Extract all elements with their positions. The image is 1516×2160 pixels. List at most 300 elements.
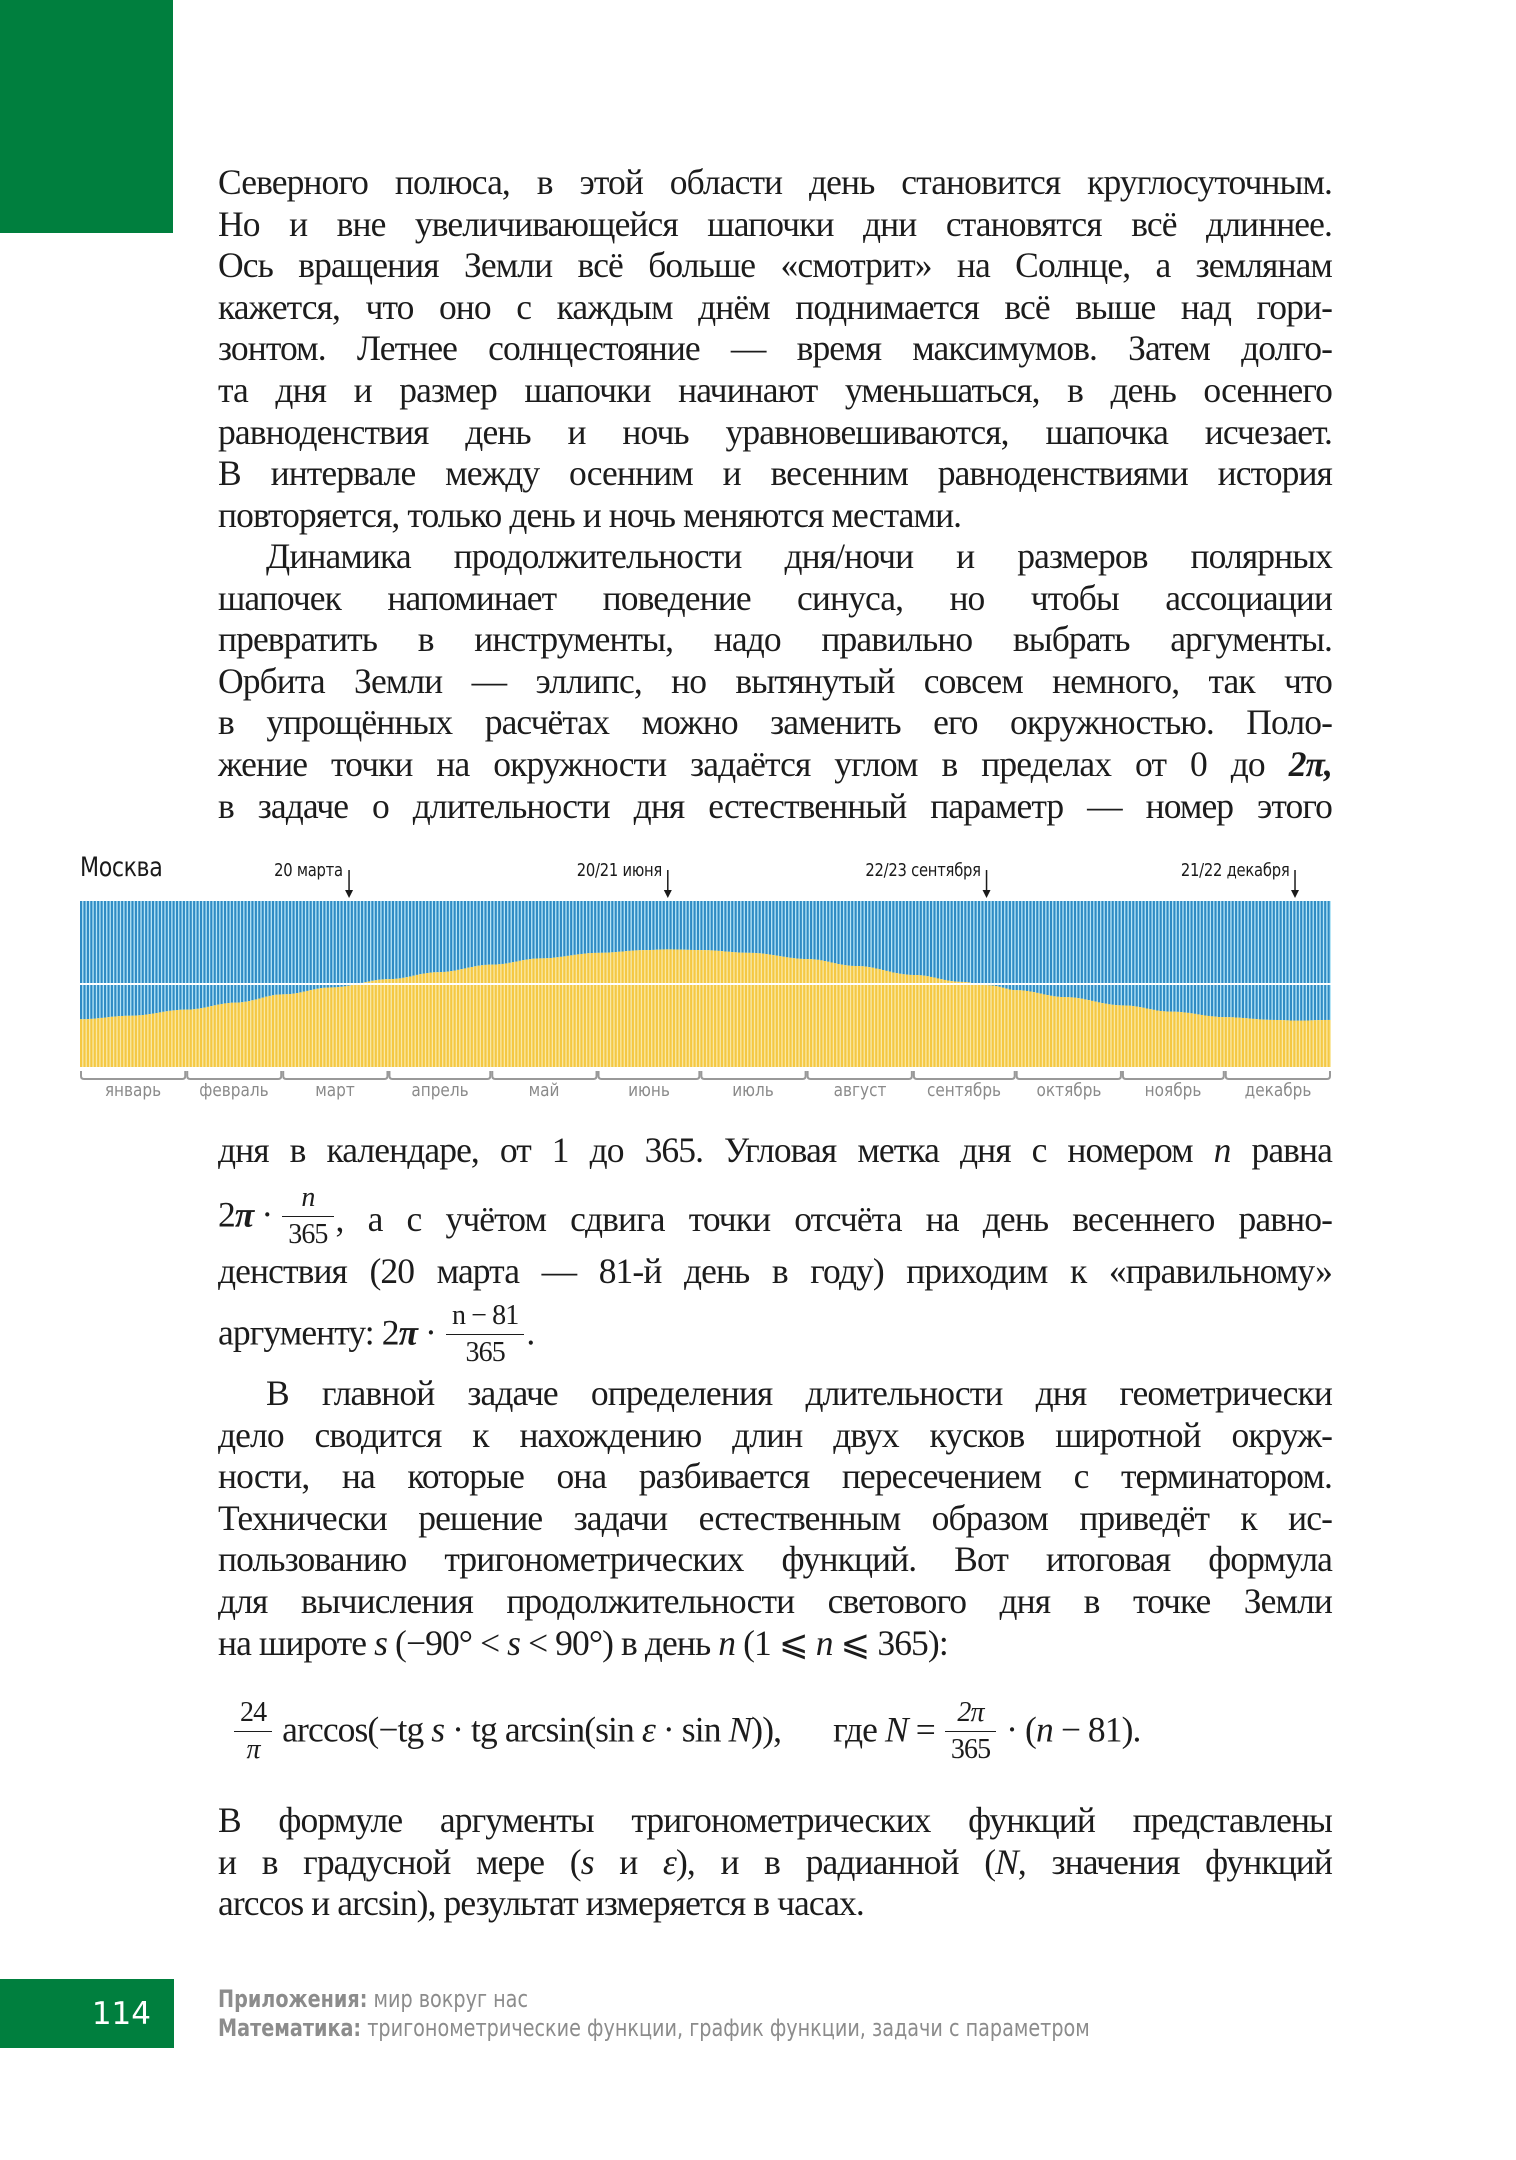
night-bar (224, 901, 226, 1003)
day-bar (406, 977, 408, 1067)
night-bar (382, 901, 384, 979)
math-var-s: s (507, 1622, 521, 1663)
footer-text: мир вокруг нас (367, 1985, 529, 2013)
day-bar (810, 959, 812, 1067)
night-bar (1321, 901, 1323, 1020)
day-bar (1067, 997, 1069, 1067)
day-bar (625, 951, 627, 1067)
night-bar (1132, 901, 1134, 1006)
night-bar (207, 901, 209, 1007)
night-bar (1283, 901, 1285, 1020)
day-bar (813, 959, 815, 1067)
night-bar (166, 901, 168, 1011)
month-label: январь (104, 1080, 162, 1101)
day-bar (179, 1010, 181, 1067)
day-bar (251, 1000, 253, 1067)
month-label: апрель (411, 1080, 469, 1101)
night-bar (1194, 901, 1196, 1014)
day-bar (279, 994, 281, 1067)
night-bar (481, 901, 483, 965)
fraction-numerator: n − 81 (446, 1298, 524, 1335)
night-bar (813, 901, 815, 959)
marker-label: 21/22 декабря (1180, 860, 1290, 881)
day-bar (1290, 1021, 1292, 1067)
text-segment: и в градусной мере ( (218, 1841, 581, 1882)
day-bar (714, 951, 716, 1067)
day-bar (114, 1016, 116, 1067)
day-bar (1036, 993, 1038, 1067)
day-bar (203, 1008, 205, 1067)
day-bar (899, 974, 901, 1067)
day-bar (498, 964, 500, 1067)
day-bar (855, 966, 857, 1067)
day-bar (1023, 991, 1025, 1067)
night-bar (957, 901, 959, 982)
night-bar (553, 901, 555, 958)
day-bar (327, 988, 329, 1067)
day-bar (1012, 990, 1014, 1067)
night-bar (131, 901, 133, 1016)
formula-segment: arccos(−tg (274, 1709, 432, 1750)
day-bar (1211, 1016, 1213, 1067)
night-bar (1221, 901, 1223, 1017)
night-bar (275, 901, 277, 995)
night-bar (646, 901, 648, 950)
day-bar (334, 987, 336, 1067)
month-bracket (1226, 1071, 1330, 1079)
day-bar (1160, 1011, 1162, 1067)
day-bar (1064, 997, 1066, 1067)
fraction-2pi-over-365 (945, 1695, 996, 1768)
fraction-n-over-365 (282, 1180, 333, 1253)
day-bar (320, 988, 322, 1067)
night-bar (831, 901, 833, 963)
night-bar (378, 901, 380, 980)
day-bar (724, 951, 726, 1067)
night-bar (885, 901, 887, 971)
day-bar (478, 966, 480, 1067)
math-var-epsilon: ε (662, 1841, 676, 1882)
night-bar (570, 901, 572, 955)
night-bar (375, 901, 377, 980)
day-bar (642, 950, 644, 1067)
day-bar (673, 949, 675, 1067)
night-bar (985, 901, 987, 985)
day-bar (1252, 1019, 1254, 1067)
night-bar (484, 901, 486, 965)
footer-label: Приложения: (218, 1985, 368, 2013)
day-bar (1310, 1020, 1312, 1067)
night-bar (83, 901, 85, 1019)
day-bar (149, 1014, 151, 1067)
day-bar (97, 1018, 99, 1067)
night-bar (334, 901, 336, 987)
night-bar (210, 901, 212, 1006)
day-bar (118, 1016, 120, 1067)
day-bar (508, 963, 510, 1067)
night-bar (622, 901, 624, 951)
day-bar (1112, 1005, 1114, 1067)
night-bar (1293, 901, 1295, 1021)
night-bar (1033, 901, 1035, 992)
month-label: декабрь (1244, 1080, 1312, 1101)
night-bar (340, 901, 342, 987)
night-bar (498, 901, 500, 964)
day-bar (834, 963, 836, 1067)
night-bar (97, 901, 99, 1018)
day-bar (1163, 1011, 1165, 1067)
text-line: arccos и arcsin), результат измеряется в часах. (218, 1883, 864, 1924)
day-bar (848, 966, 850, 1067)
day-bar (1125, 1006, 1127, 1067)
night-bar (491, 901, 493, 965)
day-bar (796, 959, 798, 1067)
day-bar (447, 972, 449, 1067)
day-bar (214, 1005, 216, 1067)
month-label: март (315, 1080, 356, 1101)
text-line: В формуле аргументы тригонометрических функций представлены (218, 1800, 1332, 1840)
day-bar (1221, 1017, 1223, 1067)
night-bar (1269, 901, 1271, 1020)
month-label: октябрь (1036, 1080, 1102, 1101)
day-bar (412, 976, 414, 1067)
day-bar (865, 967, 867, 1067)
day-bar (1060, 997, 1062, 1067)
night-bar (227, 901, 229, 1003)
math-two: 2 (218, 1194, 235, 1235)
day-bar (197, 1009, 199, 1067)
day-bar (159, 1012, 161, 1067)
text-line: равноденствия день и ночь уравновешиваются, шапочка исчезает. (218, 411, 1332, 452)
day-bar (221, 1004, 223, 1067)
night-bar (197, 901, 199, 1009)
text-line: шапочек напоминает поведение синуса, но чтобы ассоциации (218, 577, 1332, 618)
day-bar (1177, 1012, 1179, 1067)
night-bar (457, 901, 459, 970)
text-segment: (1 ⩽ (735, 1622, 816, 1663)
night-bar (1023, 901, 1025, 991)
day-bar (125, 1016, 127, 1067)
day-bar (903, 974, 905, 1067)
day-bar (1280, 1020, 1282, 1067)
night-bar (625, 901, 627, 951)
night-bar (759, 901, 761, 953)
night-bar (738, 901, 740, 953)
day-bar (670, 949, 672, 1067)
paragraph-2 (218, 536, 1332, 827)
night-bar (502, 901, 504, 964)
day-bar (361, 983, 363, 1067)
night-bar (347, 901, 349, 986)
day-bar (1053, 996, 1055, 1067)
day-bar (570, 955, 572, 1067)
night-bar (505, 901, 507, 963)
marker-label: 20/21 июня (576, 860, 662, 881)
day-bar (988, 985, 990, 1067)
night-bar (1197, 901, 1199, 1014)
night-bar (107, 901, 109, 1017)
month-bracket (1123, 1071, 1224, 1079)
day-bar (409, 976, 411, 1067)
night-bar (954, 901, 956, 982)
day-bar (505, 963, 507, 1067)
day-bar (262, 998, 264, 1067)
night-bar (1180, 901, 1182, 1012)
night-bar (810, 901, 812, 959)
day-bar (776, 956, 778, 1067)
day-bar (923, 976, 925, 1067)
night-bar (1324, 901, 1326, 1020)
night-bar (1071, 901, 1073, 997)
text-line: кажется, что оно с каждым днём поднимается всё выше над гори- (218, 286, 1332, 327)
day-bar (1293, 1021, 1295, 1067)
night-bar (769, 901, 771, 955)
day-bar (731, 952, 733, 1067)
day-bar (1228, 1017, 1230, 1067)
text-line: в упрощённых расчётах можно заменить его окружностью. Поло- (218, 702, 1332, 743)
night-bar (687, 901, 689, 950)
day-bar (1081, 999, 1083, 1067)
day-bar (817, 960, 819, 1067)
day-bar (364, 982, 366, 1067)
night-bar (594, 901, 596, 953)
night-bar (1314, 901, 1316, 1020)
day-bar (272, 995, 274, 1067)
night-bar (656, 901, 658, 950)
day-bar (392, 979, 394, 1067)
day-bar (861, 966, 863, 1067)
month-label: июнь (628, 1080, 670, 1101)
text-segment: ⩽ 365): (832, 1622, 948, 1663)
formula-segment: · tg arcsin(sin (444, 1709, 642, 1750)
day-bar (992, 986, 994, 1067)
month-bracket (599, 1071, 700, 1079)
day-bar (975, 984, 977, 1067)
night-bar (221, 901, 223, 1004)
text-segment: равна (1230, 1130, 1332, 1170)
night-bar (580, 901, 582, 954)
day-bar (591, 953, 593, 1067)
day-bar (687, 950, 689, 1067)
night-bar (947, 901, 949, 981)
day-bar (639, 950, 641, 1067)
day-bar (951, 981, 953, 1067)
night-bar (1276, 901, 1278, 1020)
day-bar (1009, 990, 1011, 1067)
day-bar (957, 982, 959, 1067)
day-bar (1273, 1020, 1275, 1067)
math-dot: · (253, 1194, 281, 1235)
night-bar (1019, 901, 1021, 990)
math-pi: π (234, 1194, 254, 1235)
day-bar (1173, 1012, 1175, 1067)
footer-text: тригонометрические функции, график функции, задачи с параметром (361, 2014, 1090, 2042)
night-bar (550, 901, 552, 958)
night-bar (251, 901, 253, 1000)
day-bar (87, 1019, 89, 1067)
night-bar (104, 901, 106, 1018)
text-line: дело сводится к нахождению длин двух кусков широтной окруж- (218, 1414, 1332, 1455)
month-bracket (81, 1071, 185, 1079)
night-bar (707, 901, 709, 950)
night-bar (1214, 901, 1216, 1017)
night-bar (1225, 901, 1227, 1017)
day-bar (913, 975, 915, 1067)
night-bar (776, 901, 778, 956)
night-bar (793, 901, 795, 958)
night-bar (1122, 901, 1124, 1005)
text-line: В главной задаче определения длительности дня геометрически (266, 1373, 1332, 1413)
night-bar (241, 901, 243, 1002)
day-bar (601, 953, 603, 1067)
night-bar (1238, 901, 1240, 1018)
night-bar (282, 901, 284, 994)
night-bar (385, 901, 387, 979)
day-bar (851, 966, 853, 1067)
night-bar (995, 901, 997, 986)
night-bar (231, 901, 233, 1003)
day-bar (443, 972, 445, 1067)
day-bar (166, 1011, 168, 1067)
day-bar (1057, 997, 1059, 1067)
night-bar (824, 901, 826, 961)
day-bar (574, 955, 576, 1067)
night-bar (1310, 901, 1312, 1020)
night-bar (159, 901, 161, 1012)
day-bar (556, 957, 558, 1067)
night-bar (817, 901, 819, 960)
day-bar (765, 954, 767, 1067)
text-line: в задаче о длительности дня естественный параметр — номер этого (218, 785, 1332, 826)
day-bar (1197, 1014, 1199, 1067)
day-bar (340, 987, 342, 1067)
day-bar (138, 1015, 140, 1067)
day-bar (690, 950, 692, 1067)
day-bar (104, 1018, 106, 1067)
night-bar (179, 901, 181, 1010)
day-bar (652, 950, 654, 1067)
night-bar (94, 901, 96, 1019)
text-line: та дня и размер шапочки начинают уменьшаться, в день осеннего (218, 369, 1332, 410)
night-bar (1173, 901, 1175, 1012)
day-bar (896, 973, 898, 1067)
day-bar (1187, 1013, 1189, 1067)
math-var-s: s (580, 1841, 594, 1882)
day-bar (426, 973, 428, 1067)
day-bar (649, 950, 651, 1067)
night-bar (316, 901, 318, 989)
night-bar (1050, 901, 1052, 996)
day-bar (1084, 999, 1086, 1067)
night-bar (892, 901, 894, 973)
night-bar (416, 901, 418, 975)
night-bar (173, 901, 175, 1010)
night-bar (1112, 901, 1114, 1005)
month-label: сентябрь (927, 1080, 1002, 1101)
night-bar (584, 901, 586, 954)
night-bar (1170, 901, 1172, 1012)
day-bar (173, 1010, 175, 1067)
day-bar (831, 963, 833, 1067)
day-bar (1077, 998, 1079, 1067)
day-bar (131, 1016, 133, 1067)
day-bar (604, 953, 606, 1067)
daylight-chart (0, 850, 1516, 1110)
day-bar (337, 987, 339, 1067)
day-bar (1166, 1012, 1168, 1067)
day-bar (598, 953, 600, 1067)
day-bar (1297, 1021, 1299, 1067)
day-bar (1321, 1020, 1323, 1067)
day-bar (964, 982, 966, 1067)
night-bar (735, 901, 737, 952)
day-bar (255, 999, 257, 1067)
day-bar (717, 951, 719, 1067)
day-bar (909, 975, 911, 1067)
month-label: июль (732, 1080, 775, 1101)
night-bar (1256, 901, 1258, 1019)
day-bar (1324, 1020, 1326, 1067)
day-bar (135, 1016, 137, 1067)
night-bar (176, 901, 178, 1010)
night-bar (1149, 901, 1151, 1009)
night-bar (272, 901, 274, 995)
day-bar (683, 950, 685, 1067)
night-bar (519, 901, 521, 961)
night-bar (436, 901, 438, 972)
night-bar (865, 901, 867, 967)
night-bar (306, 901, 308, 991)
night-bar (539, 901, 541, 958)
night-bar (330, 901, 332, 987)
day-bar (539, 958, 541, 1067)
night-bar (591, 901, 593, 953)
day-bar (628, 951, 630, 1067)
day-bar (752, 953, 754, 1067)
day-bar (937, 978, 939, 1067)
night-bar (1232, 901, 1234, 1017)
night-bar (666, 901, 668, 949)
night-bar (522, 901, 524, 960)
day-bar (1235, 1018, 1237, 1067)
day-bar (1091, 1001, 1093, 1067)
day-bar (382, 979, 384, 1067)
day-bar (1156, 1010, 1158, 1067)
day-bar (217, 1005, 219, 1067)
night-bar (940, 901, 942, 979)
night-bar (1002, 901, 1004, 988)
night-bar (988, 901, 990, 985)
day-bar (971, 983, 973, 1067)
night-bar (529, 901, 531, 959)
footer-line-math (218, 2014, 1090, 2043)
day-bar (155, 1013, 157, 1067)
text-line: Но и вне увеличивающейся шапочки дни становятся всё длиннее. (218, 203, 1332, 244)
day-bar (111, 1017, 113, 1067)
day-bar (515, 962, 517, 1067)
chart-title: Москва (80, 852, 163, 883)
night-bar (783, 901, 785, 957)
day-bar (289, 994, 291, 1067)
day-bar (440, 972, 442, 1067)
night-bar (697, 901, 699, 950)
day-bar (1132, 1006, 1134, 1067)
day-bar (824, 961, 826, 1067)
night-bar (909, 901, 911, 975)
night-bar (1228, 901, 1230, 1017)
day-bar (587, 953, 589, 1067)
day-bar (837, 964, 839, 1067)
